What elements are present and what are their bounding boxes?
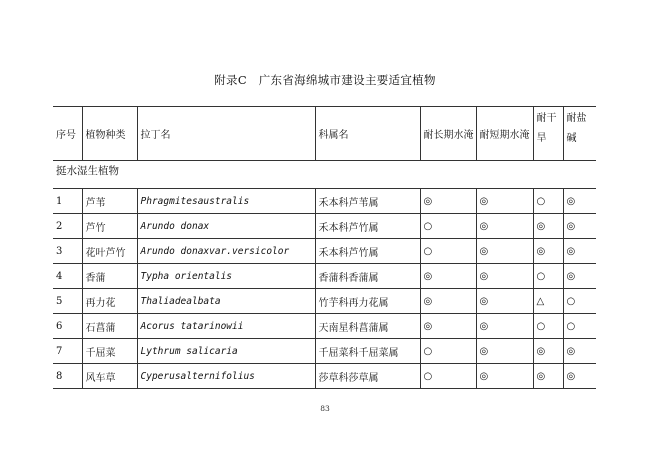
cell-species: 千屈菜 — [82, 339, 137, 364]
cell-salt: ◎ — [563, 189, 596, 214]
cell-short-flood: ◎ — [476, 364, 533, 389]
cell-no: 4 — [53, 264, 82, 289]
cell-no: 6 — [53, 314, 82, 339]
header-short-flood: 耐短期水淹 — [476, 107, 533, 161]
cell-family: 禾本科芦竹属 — [315, 214, 420, 239]
cell-drought: ◎ — [533, 339, 563, 364]
cell-short-flood: ◎ — [476, 189, 533, 214]
cell-salt: ◎ — [563, 364, 596, 389]
page-title: 附录C 广东省海绵城市建设主要适宜植物 — [214, 73, 436, 87]
table-row — [53, 264, 596, 289]
cell-long-flood: ◎ — [420, 264, 476, 289]
cell-short-flood: ◎ — [476, 339, 533, 364]
header-latin: 拉丁名 — [137, 107, 315, 161]
cell-family: 天南星科菖蒲属 — [315, 314, 420, 339]
table-row — [53, 339, 596, 364]
plant-table — [53, 106, 596, 389]
cell-latin: Arundo donax — [137, 214, 315, 239]
cell-latin: Typha orientalis — [137, 264, 315, 289]
section-label: 挺水湿生植物 — [53, 161, 596, 189]
header-family: 科属名 — [315, 107, 420, 161]
cell-short-flood: ◎ — [476, 214, 533, 239]
cell-no: 5 — [53, 289, 82, 314]
cell-salt: ○ — [563, 314, 596, 339]
cell-drought: ◎ — [533, 364, 563, 389]
header-salt: 耐盐碱 — [563, 107, 596, 161]
cell-long-flood: ○ — [420, 239, 476, 264]
cell-species: 石菖蒲 — [82, 314, 137, 339]
cell-family: 竹芋科再力花属 — [315, 289, 420, 314]
cell-drought: ○ — [533, 189, 563, 214]
cell-family: 千屈菜科千屈菜属 — [315, 339, 420, 364]
table-row — [53, 214, 596, 239]
cell-salt: ◎ — [563, 339, 596, 364]
cell-no: 8 — [53, 364, 82, 389]
cell-no: 1 — [53, 189, 82, 214]
header-no: 序号 — [53, 107, 82, 161]
cell-species: 再力花 — [82, 289, 137, 314]
cell-long-flood: ◎ — [420, 189, 476, 214]
table-row — [53, 289, 596, 314]
cell-drought: ○ — [533, 314, 563, 339]
cell-family: 香蒲科香蒲属 — [315, 264, 420, 289]
cell-short-flood: ◎ — [476, 314, 533, 339]
section-row — [53, 161, 596, 189]
cell-latin: Thaliadealbata — [137, 289, 315, 314]
cell-drought: ◎ — [533, 214, 563, 239]
cell-drought: △ — [533, 289, 563, 314]
cell-drought: ○ — [533, 264, 563, 289]
cell-long-flood: ○ — [420, 364, 476, 389]
cell-long-flood: ○ — [420, 214, 476, 239]
table-row — [53, 189, 596, 214]
cell-salt: ◎ — [563, 239, 596, 264]
cell-salt: ◎ — [563, 214, 596, 239]
cell-drought: ◎ — [533, 239, 563, 264]
cell-long-flood: ◎ — [420, 289, 476, 314]
cell-short-flood: ◎ — [476, 264, 533, 289]
cell-salt: ◎ — [563, 264, 596, 289]
header-species: 植物种类 — [82, 107, 137, 161]
cell-latin: Cyperusalternifolius — [137, 364, 315, 389]
cell-no: 7 — [53, 339, 82, 364]
table-row — [53, 239, 596, 264]
table-row — [53, 314, 596, 339]
table-row — [53, 364, 596, 389]
table-header-row — [53, 107, 596, 161]
cell-long-flood: ○ — [420, 339, 476, 364]
cell-species: 芦苇 — [82, 189, 137, 214]
page-number: 83 — [320, 404, 330, 413]
header-drought: 耐干旱 — [533, 107, 563, 161]
cell-long-flood: ◎ — [420, 314, 476, 339]
cell-latin: Arundo donaxvar.versicolor — [137, 239, 315, 264]
cell-species: 风车草 — [82, 364, 137, 389]
cell-latin: Lythrum salicaria — [137, 339, 315, 364]
header-long-flood: 耐长期水淹 — [420, 107, 476, 161]
cell-latin: Phragmitesaustralis — [137, 189, 315, 214]
cell-family: 禾本科芦苇属 — [315, 189, 420, 214]
cell-family: 莎草科莎草属 — [315, 364, 420, 389]
cell-species: 香蒲 — [82, 264, 137, 289]
cell-short-flood: ◎ — [476, 239, 533, 264]
cell-no: 2 — [53, 214, 82, 239]
cell-no: 3 — [53, 239, 82, 264]
cell-short-flood: ◎ — [476, 289, 533, 314]
cell-latin: Acorus tatarinowii — [137, 314, 315, 339]
cell-family: 禾本科芦竹属 — [315, 239, 420, 264]
cell-species: 花叶芦竹 — [82, 239, 137, 264]
cell-salt: ○ — [563, 289, 596, 314]
cell-species: 芦竹 — [82, 214, 137, 239]
